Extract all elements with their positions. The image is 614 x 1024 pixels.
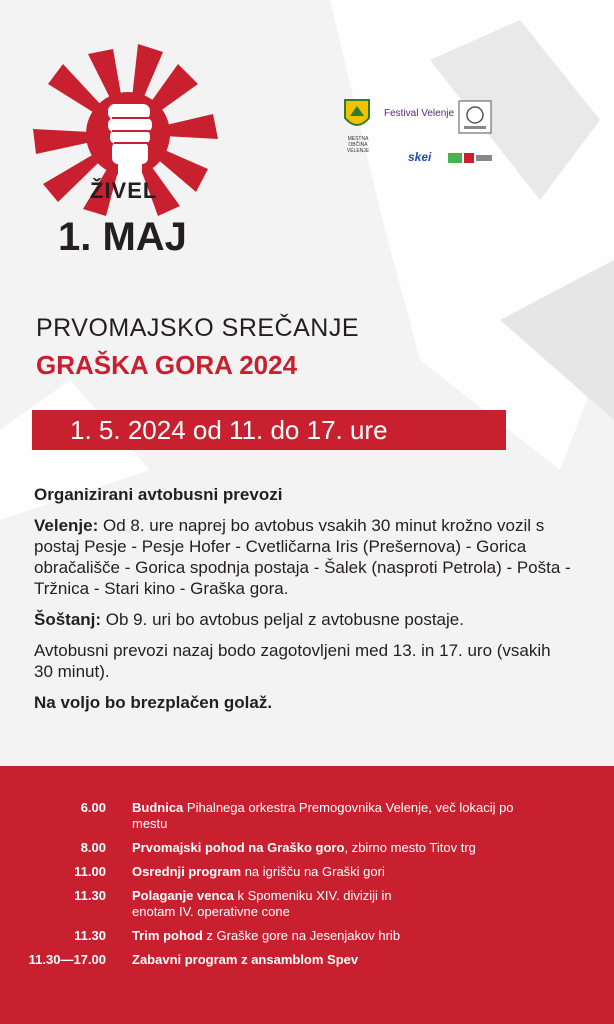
- program-title: Osrednji program: [132, 864, 242, 879]
- transport-info: [34, 484, 574, 723]
- event-subtitle: GRAŠKA GORA 2024: [36, 350, 298, 380]
- cultural-association-icon: [458, 100, 492, 134]
- program-title: Zabavni program z ansamblom Spev: [132, 952, 359, 967]
- program-item: [0, 840, 614, 856]
- return-paragraph: Avtobusni prevozi nazaj bodo zagotovljeni med 13. in 17. uro (vsakih 30 minut).: [34, 641, 551, 681]
- program-title: Budnica: [132, 800, 184, 815]
- goulash-note: Na voljo bo brezplačen golaž.: [34, 693, 273, 712]
- program-time: 11.30: [74, 888, 106, 903]
- program-time: 11.00: [74, 864, 106, 879]
- partner-logo-icon: [448, 151, 492, 165]
- event-date-bar: 1. 5. 2024 od 11. do 17. ure: [32, 410, 506, 450]
- program-list: [0, 800, 614, 976]
- sostanj-label: Šoštanj:: [34, 610, 102, 629]
- event-title: PRVOMAJSKO SREČANJE: [36, 314, 360, 342]
- program-item: [0, 888, 614, 920]
- program-time: 11.30: [74, 928, 106, 943]
- logo-top-text: ŽIVEL: [90, 178, 158, 203]
- program-detail: z Graške gore na Jesenjakov hrib: [202, 928, 401, 943]
- program-title: Trim pohod: [132, 928, 203, 943]
- sponsor-logos: [338, 98, 498, 170]
- logo-main-text: 1. MAJ: [58, 215, 187, 259]
- festival-logo-text: Festival Velenje: [384, 108, 455, 119]
- municipality-name: MESTNA OBČINA VELENJE: [346, 136, 370, 154]
- sostanj-text: Ob 9. uri bo avtobus peljal z avtobusne postaje.: [101, 610, 464, 629]
- transport-heading: Organizirani avtobusni prevozi: [34, 485, 283, 504]
- program-title: Prvomajski pohod na Graško goro: [132, 840, 345, 855]
- velenje-paragraph: [34, 515, 574, 599]
- program-detail: na igrišču na Graški gori: [241, 864, 385, 879]
- program-item: [0, 864, 614, 880]
- program-detail: , zbirno mesto Titov trg: [344, 840, 476, 855]
- program-detail: k Spomeniku XIV. diviziji in enotam IV. operativne cone: [132, 888, 392, 919]
- program-item: [0, 800, 614, 832]
- program-time: 6.00: [80, 800, 106, 815]
- program-section: [0, 766, 614, 1024]
- program-title: Polaganje venca: [132, 888, 234, 903]
- program-item: [0, 952, 614, 968]
- velenje-text: Od 8. ure naprej bo avtobus vsakih 30 minut krožno vozil s postaj Pesje - Pesje Hofer - Cvetličarna Iris (Prešernova) - Gorica obračališče - Gorica spodnja postaja - Šalek (nasproti Petrola) - Pošta - Tržnica - Stari kino - Graška gora.: [34, 516, 571, 598]
- velenje-label: Velenje:: [34, 516, 99, 535]
- program-detail: Pihalnega orkestra Premogovnika Velenje, več lokacij po mestu: [132, 800, 514, 831]
- sostanj-paragraph: [34, 609, 574, 630]
- program-time: 8.00: [80, 840, 106, 855]
- municipality-crest-icon: [342, 98, 372, 134]
- program-time: 11.30—17.00: [28, 952, 106, 967]
- program-item: [0, 928, 614, 944]
- skei-logo-text: skei: [408, 150, 432, 164]
